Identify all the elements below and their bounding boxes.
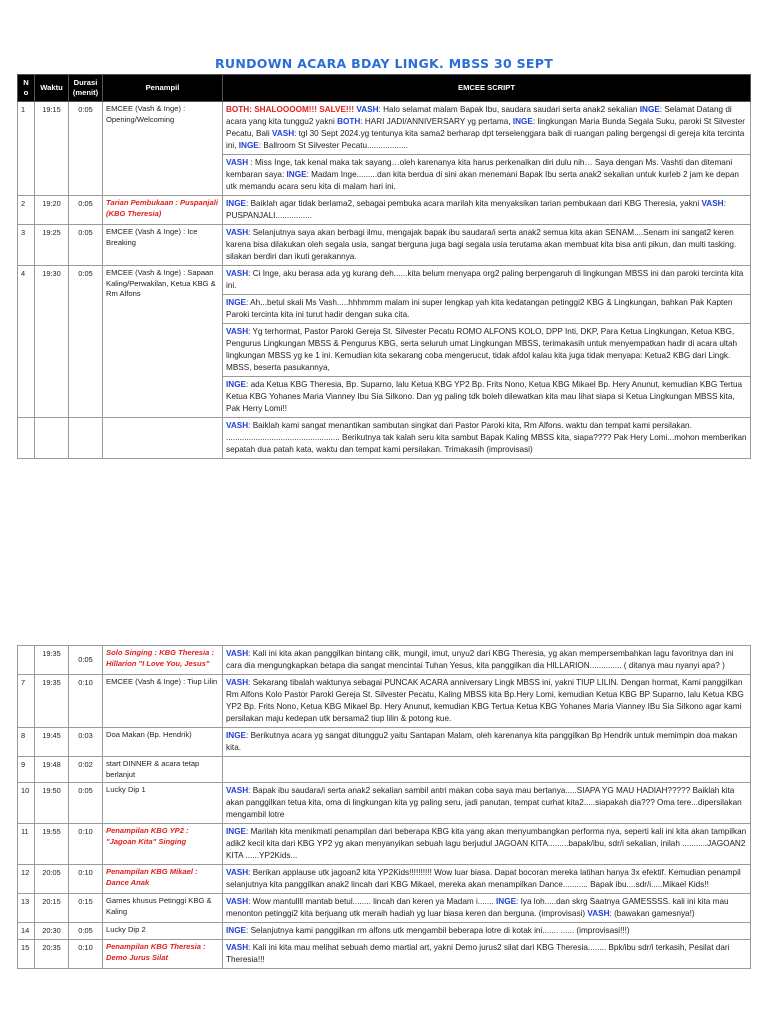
row-number: 14	[18, 923, 35, 940]
speaker-label: VASH	[226, 786, 249, 795]
row-number: 12	[18, 865, 35, 894]
table-row	[18, 196, 751, 225]
row-time	[35, 418, 69, 459]
row-performer: Lucky Dip 2	[103, 923, 223, 940]
emcee-script-cell	[223, 824, 751, 865]
speaker-label: VASH	[226, 269, 249, 278]
table-row	[18, 646, 751, 675]
table-row	[18, 728, 751, 757]
row-duration: 0:15	[69, 894, 103, 923]
row-duration: 0:05	[69, 646, 103, 675]
speaker-label: INGE	[286, 170, 307, 179]
script-text: : Selanjutnya saya akan berbagi ilmu, mengajak bapak ibu saudara/i serta anak2 semua kita akan SENAM....Senam ini sangat2 keren karena bisa dilakukan oleh segala usia, sangat berguna juga bagi segala usia terutama akan membuat kita bisa anti pikun, dan multi tasking. silakan berdiri dan ikuti gerakannya.	[226, 228, 737, 261]
row-number: 11	[18, 824, 35, 865]
speaker-label: INGE	[226, 199, 247, 208]
emcee-script-cell	[223, 324, 751, 377]
header-performer: Penampil	[103, 75, 223, 102]
script-text: : HARI JADI/ANNIVERSARY yg pertama,	[360, 117, 513, 126]
row-performer: Penampilan KBG Theresia : Demo Jurus Silat	[103, 940, 223, 969]
rundown-table-2	[17, 645, 751, 969]
row-performer: EMCEE (Vash & Inge) : Tiup Lilin	[103, 675, 223, 728]
table-row	[18, 865, 751, 894]
script-text: : Kali ini kita akan panggilkan bintang cilik, mungil, imut, unyu2 dari KBG Theresia, yg akan mempersembahkan lagu favoritnya dan ini cara dia mengungkapkan betapa dia sangat mencintai Tuhan Yesus, kita panggilkan dia HILLARION.............. ( ditanya mau nyanyi apa? )	[226, 649, 734, 670]
table-row	[18, 102, 751, 155]
row-performer: EMCEE (Vash & Inge) : Sapaan Kaling/Perwakilan, Ketua KBG & Rm Alfons	[103, 266, 223, 418]
script-text: : Bapak ibu saudara/i serta anak2 sekalian sambil antri makan coba saya mau bertanya.....SIAPA YG MAU HADIAH????? Baiklah kita akan panggilkan tetua kita, oma di lingkungan kita yg paling seru, jadi panutan, tempat curhat kita2.....siapakah dia??? Oma tere...dipersilakan mengambil lotre	[226, 786, 742, 819]
row-number	[18, 646, 35, 675]
row-duration: 0:05	[69, 102, 103, 196]
script-text: : (bawakan gamesnya!)	[609, 909, 695, 918]
emcee-script-cell	[223, 418, 751, 459]
speaker-label: INGE	[226, 731, 247, 740]
table-row	[18, 923, 751, 940]
table-row	[18, 418, 751, 459]
table-row	[18, 225, 751, 266]
row-number: 7	[18, 675, 35, 728]
page-title: RUNDOWN ACARA BDAY LINGK. MBSS 30 SEPT	[214, 56, 554, 71]
rundown-table-1	[17, 74, 751, 459]
speaker-label: VASH	[271, 129, 295, 138]
emcee-script-cell	[223, 894, 751, 923]
script-text: : Madam Inge.........dan kita berdua di sini akan menemani Bapak Ibu serta anak2 sekalian untuk kurleb 2 jam ke depan utk memandu acara seru kita di malam hari ini.	[226, 170, 739, 191]
row-number: 8	[18, 728, 35, 757]
row-number: 1	[18, 102, 35, 196]
table-row	[18, 266, 751, 295]
emcee-script-cell	[223, 675, 751, 728]
script-text: : tgl 30 Sept 2024.yg tentunya kita sama2 berharap dpt terselenggara baik di ruangan paling bergengsi di gereja kita tercinta ini,	[226, 129, 745, 150]
row-time: 19:15	[35, 102, 69, 196]
emcee-script-cell	[223, 923, 751, 940]
emcee-script-cell	[223, 377, 751, 418]
speaker-label: INGE	[496, 897, 517, 906]
row-performer: EMCEE (Vash & Inge) : Ice Breaking	[103, 225, 223, 266]
script-text: : Sekarang tibalah waktunya sebagai PUNCAK ACARA anniversary Lingk MBSS ini, yakni TIUP LILIN. Dengan hormat, Kami panggilkan Rm Alfons Kolo Pastor Paroki Gereja St. Silvester Pecatu, Kaling MBSS kita Bp.Hery Lomi, kemudian Ketua KBG BP Suparno, lalu Ketua KBG YP2 Bp. Frits Nono, Ketua KBG Mikael Bp. Hery Anunut, kemudian KBG Tertua Ketua KBG Yohanes Maria Vianney IBu Sia Silkono agar kami persilakan maju kedepan utk bersama2 tiup lilin & potong kue.	[226, 678, 744, 723]
row-time: 19:25	[35, 225, 69, 266]
speaker-label: INGE	[512, 117, 533, 126]
row-time: 20:35	[35, 940, 69, 969]
script-text: : lingkungan Maria Bunda Segala Suku, paroki St Silvester Pecatu, Bali	[226, 117, 745, 138]
row-time: 20:15	[35, 894, 69, 923]
speaker-label: INGE	[226, 298, 247, 307]
row-performer	[103, 418, 223, 459]
script-text: : Ballroom St Silvester Pecatu..................	[258, 141, 409, 150]
row-time: 19:35	[35, 675, 69, 728]
speaker-label: INGE	[226, 926, 247, 935]
row-performer: Tarian Pembukaan : Puspanjali (KBG Theresia)	[103, 196, 223, 225]
row-performer: Doa Makan (Bp. Hendrik)	[103, 728, 223, 757]
header-script: EMCEE SCRIPT	[223, 75, 751, 102]
row-performer: Solo Singing : KBG Theresia : Hillarion "I Love You, Jesus"	[103, 646, 223, 675]
emcee-script-cell	[223, 646, 751, 675]
script-text: : Berikan applause utk jagoan2 kita YP2Kids!!!!!!!!!! Wow luar biasa. Dapat bocoran mereka latihan hanya 3x efektif. Kemudian penampil selanjutnya kita panggilkan anak2 lincah dari KBG Mikael, mereka akan menampilkan Dance........... Bapak ibu....sdr/i.....Mikael Kids!!	[226, 868, 741, 889]
emcee-script-cell	[223, 783, 751, 824]
row-time: 19:55	[35, 824, 69, 865]
row-number: 9	[18, 757, 35, 783]
row-performer: Penampilan KBG YP2 : "Jagoan Kita" Singing	[103, 824, 223, 865]
row-number: 15	[18, 940, 35, 969]
emcee-script-cell	[223, 940, 751, 969]
header-duration: Durasi (menit)	[69, 75, 103, 102]
script-text: : Baiklah agar tidak berlama2, sebagai pembuka acara marilah kita menyaksikan tarian pembukaan dari KBG Theresia, yakni	[246, 199, 702, 208]
speaker-label: VASH	[356, 105, 379, 114]
row-duration: 0:05	[69, 783, 103, 824]
script-text: : Ci Inge, aku berasa ada yg kurang deh......kita belum menyapa org2 paling berpengaruh di lingkungan MBSS ini dan paroki tercinta kita ini.	[226, 269, 744, 290]
script-text: : Marilah kita menikmati penampilan dari beberapa KBG kita yang akan menyumbangkan performa nya, seperti kali ini kita akan tampilkan adik2 kecil kita dari KBG YP2 yg akan menyanyikan sebuah lagu berjudul JAGOAN KITA.........bapak/ibu, sdr/i sekalian, inilah ...........JAGOAN2 KITA ......YP2Kids...	[226, 827, 747, 860]
emcee-script-cell	[223, 266, 751, 295]
table-row	[18, 675, 751, 728]
row-duration: 0:05	[69, 266, 103, 418]
script-text: : Ah...betul skali Ms Vash.....hhhmmm malam ini super lengkap yah kita kedatangan petinggi2 KBG & Lingkungan, bahkan Pak Kapten Paroki tercinta kita ini turut hadir dengan suka cita.	[226, 298, 733, 319]
speaker-label: VASH	[226, 868, 249, 877]
row-number: 10	[18, 783, 35, 824]
speaker-label: VASH	[226, 897, 249, 906]
script-text: : Selamat Datang di acara yang kita tunggu2 yakni	[226, 105, 732, 126]
script-text: : Halo selamat malam Bapak Ibu, saudara saudari serta anak2 sekalian	[378, 105, 640, 114]
script-text: : Iya loh.....dan skrg Saatnya GAMESSSS. kali ini kita mau menonton petinggi2 kita berjuang utk meraih hadiah yg luar biasa keren dan berguna. (improvisasi)	[226, 897, 729, 918]
speaker-label: BOTH	[337, 117, 361, 126]
script-text: : Yg terhormat, Pastor Paroki Gereja St. Silvester Pecatu ROMO ALFONS KOLO, DPP Inti, DKP, Para Ketua Lingkungan, Ketua KBG, Pengurus Lingkungan MBSS & Pengurus KBG, serta seluruh umat Lingkungan MBSS, terimakasih untuk menyempatkan hadir di acara ultah lingkungan MBSS yg ke 1 ini. Kemudian kita sekarang coba mengerucut, tidak afdol kalau kita juga tidak menyapa: Ketua2 KBG dari Lingk. MBSS, beserta pasukannya,	[226, 327, 738, 372]
header-no: No	[18, 75, 35, 102]
speaker-label: VASH	[587, 909, 610, 918]
row-time: 20:05	[35, 865, 69, 894]
speaker-label: INGE	[639, 105, 660, 114]
script-text: : Wow mantullll mantab betul........ lincah dan keren ya Madam i.......	[248, 897, 497, 906]
script-text: : Baiklah kami sangat menantikan sambutan singkat dari Pastor Paroki kita, Rm Alfons. waktu dan tempat kami persilakan. .................................................. Berikutnya tak kalah seru kita sambut Bapak Kaling MBSS kita, siapa???? Pak Hery Lomi...mohon memberikan sepatah dua patah kata, waktu dan tempat kami persilakan. Trimakasih (improvisasi)	[226, 421, 747, 454]
script-text: : Kali ini kita mau melihat sebuah demo martial art, yakni Demo jurus2 silat dari KBG Theresia........ Bpk/ibu sdr/i terkasih, Pesilat dari Theresia!!!	[226, 943, 730, 964]
emcee-script-cell	[223, 728, 751, 757]
table-row	[18, 757, 751, 783]
script-text: : Miss Inge, tak kenal maka tak sayang…oleh karenanya kita harus perkenalkan diri dulu nih… Saya dengan Ms. Vashti dan ditemani kembaran saya:	[226, 158, 733, 179]
row-performer: start DINNER & acara tetap berlanjut	[103, 757, 223, 783]
row-duration	[69, 418, 103, 459]
row-duration: 0:05	[69, 225, 103, 266]
script-text: : Selanjutnya kami panggilkan rm alfons utk mengambil beberapa lotre di kotak ini....... ...... (improvisasi!!!)	[246, 926, 630, 935]
speaker-label: VASH	[226, 649, 249, 658]
row-time: 19:48	[35, 757, 69, 783]
speaker-label: VASH	[226, 943, 249, 952]
speaker-label: VASH	[226, 327, 249, 336]
table-row	[18, 894, 751, 923]
row-duration: 0:10	[69, 865, 103, 894]
row-performer: Games khusus Petinggi KBG & Kaling	[103, 894, 223, 923]
table-row	[18, 783, 751, 824]
both-greeting: BOTH: SHALOOOOM!!! SALVE!!!	[226, 105, 357, 114]
speaker-label: VASH	[226, 421, 249, 430]
row-time: 19:45	[35, 728, 69, 757]
header-time: Waktu	[35, 75, 69, 102]
row-time: 20:30	[35, 923, 69, 940]
table-row	[18, 824, 751, 865]
emcee-script-cell	[223, 295, 751, 324]
row-time: 19:50	[35, 783, 69, 824]
row-number: 2	[18, 196, 35, 225]
emcee-script-cell	[223, 225, 751, 266]
row-performer: EMCEE (Vash & Inge) : Opening/Welcoming	[103, 102, 223, 196]
speaker-label: VASH	[226, 678, 249, 687]
emcee-script-cell	[223, 865, 751, 894]
script-text: : Berikutnya acara yg sangat ditunggu2 yaitu Santapan Malam, oleh karenanya kita panggilkan Bp Hendrik untuk memimpin doa makan kita.	[226, 731, 738, 752]
emcee-script-cell	[223, 757, 751, 783]
emcee-script-cell	[223, 102, 751, 155]
row-number	[18, 418, 35, 459]
speaker-label: VASH	[226, 158, 249, 167]
emcee-script-cell	[223, 155, 751, 196]
row-duration: 0:02	[69, 757, 103, 783]
row-performer: Lucky Dip 1	[103, 783, 223, 824]
row-duration: 0:10	[69, 675, 103, 728]
row-number: 13	[18, 894, 35, 923]
row-duration: 0:05	[69, 196, 103, 225]
script-text: : PUSPANJALI................	[226, 199, 726, 220]
emcee-script-cell	[223, 196, 751, 225]
speaker-label: INGE	[226, 827, 247, 836]
row-performer: Penampilan KBG Mikael : Dance Anak	[103, 865, 223, 894]
speaker-label: INGE	[226, 380, 247, 389]
row-duration: 0:03	[69, 728, 103, 757]
row-duration: 0:05	[69, 923, 103, 940]
speaker-label: VASH	[701, 199, 724, 208]
row-time: 19:30	[35, 266, 69, 418]
table-row	[18, 940, 751, 969]
script-text: : ada Ketua KBG Theresia, Bp. Suparno, lalu Ketua KBG YP2 Bp. Frits Nono, Ketua KBG Mikael Bp. Hery Anunut, kemudian KBG Tertua Ketua KBG Yohanes Maria Vianney Ibu Sia Silkono. Dan yg paling tdk boleh dilewatkan kita mau lihat siapa si Ketua Lingkungan MBSS kita, Pak Herry Lomi!!	[226, 380, 743, 413]
row-duration: 0:10	[69, 824, 103, 865]
row-number: 3	[18, 225, 35, 266]
speaker-label: VASH	[226, 228, 249, 237]
row-number: 4	[18, 266, 35, 418]
speaker-label: INGE	[238, 141, 259, 150]
row-time: 19:20	[35, 196, 69, 225]
row-time: 19:35	[35, 646, 69, 675]
row-duration: 0:10	[69, 940, 103, 969]
